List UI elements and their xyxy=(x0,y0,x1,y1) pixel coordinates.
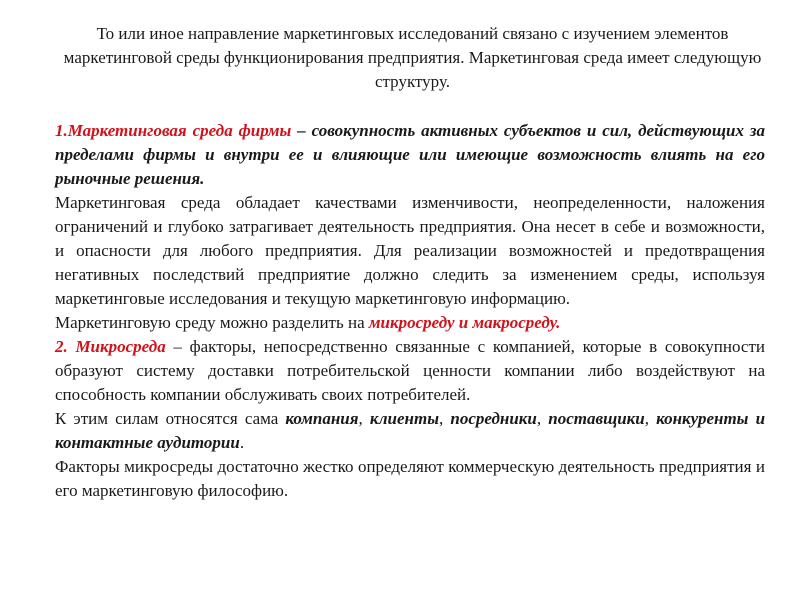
force-item: компания xyxy=(285,409,359,428)
para3-end: . xyxy=(239,433,245,452)
section2-heading: 2. Микросреда xyxy=(55,337,166,356)
para2-text: Маркетинговую среду можно разделить на xyxy=(55,313,369,332)
section1-heading: 1.Маркетинговая среда фирмы xyxy=(55,121,292,140)
para2 xyxy=(55,311,765,335)
para3-lead: К этим силам относятся сама xyxy=(55,409,286,428)
separator: , xyxy=(439,409,451,428)
para2-highlight: микросреду и макросреду. xyxy=(368,313,561,332)
section1-paragraph xyxy=(55,119,765,191)
force-item: поставщики xyxy=(548,409,645,428)
para1: Маркетинговая среда обладает качествами изменчивости, неопределенности, наложения ограничений и глубоко затрагивает деятельность предприятия. Она несет в себе и возможности, и опасности для любого предприятия. Для реализации возможностей и предотвращения негативных последствий предприятие должно следить за изменением среды, используя маркетинговые исследования и текущую маркетинговую информацию. xyxy=(55,193,765,308)
para3 xyxy=(55,407,765,455)
intro-text: То или иное направление маркетинговых исследований связано с изучением элементов маркетинговой среды функционирования предприятия. Маркетинговая среда имеет следующую структуру. xyxy=(63,24,762,91)
section2-text: – факторы, непосредственно связанные с компанией, которые в совокупности образуют систему доставки потребительской ценности компании либо воздействуют на способность компании обслуживать своих потребителей. xyxy=(55,337,765,404)
section2-paragraph xyxy=(55,335,765,407)
separator: , xyxy=(358,409,370,428)
body-text xyxy=(55,119,765,503)
force-item-last: конкуренты и контактные аудитории xyxy=(55,409,766,452)
separator: , xyxy=(644,409,657,428)
force-item: посредники xyxy=(450,409,537,428)
para4: Факторы микросреды достаточно жестко определяют коммерческую деятельность предприятия и его маркетинговую философию. xyxy=(55,457,765,500)
section1-definition: – совокупность активных субъектов и сил, действующих за пределами фирмы и внутри ее и влияющие или имеющие возможность влиять на его рыночные решения. xyxy=(55,121,765,188)
separator: , xyxy=(536,409,549,428)
force-item: клиенты xyxy=(369,409,439,428)
